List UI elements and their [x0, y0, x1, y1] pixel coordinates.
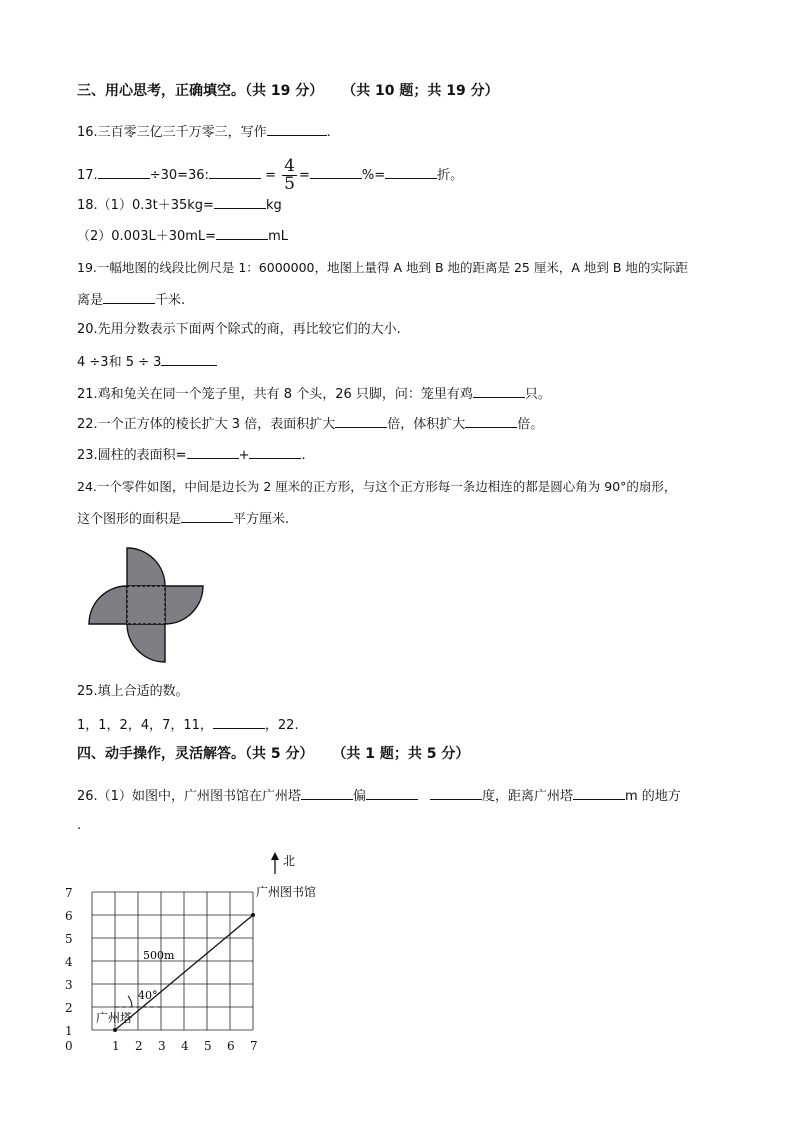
question-19-line2 [77, 290, 185, 310]
q19-text-a: 离是 [77, 293, 104, 308]
question-17 [77, 158, 463, 193]
q18-unit2: mL [268, 229, 288, 244]
q16-text: 16.三百零三亿三千万零三，写作 [77, 125, 267, 140]
y-tick-label: 6 [65, 909, 73, 923]
q17-blank-1[interactable] [98, 165, 150, 179]
x-tick-label: 0 [65, 1039, 73, 1053]
q23-end: . [301, 448, 306, 463]
q18-line1: 18.（1）0.3t＋35kg= [77, 198, 214, 213]
q21-blank[interactable] [473, 384, 525, 398]
q26-text-c: 度，距离广州塔 [481, 789, 573, 804]
q23-text-a: 23.圆柱的表面积= [77, 448, 187, 463]
question-24-line2 [77, 509, 289, 529]
question-16 [77, 122, 331, 142]
y-tick-label: 7 [65, 886, 73, 900]
section3-title: 三、用心思考，正确填空。（共 19 分） [77, 83, 324, 99]
question-20-line1: 20.先用分数表示下面两个除式的商，再比较它们的大小. [77, 322, 401, 337]
q22-text-b: 倍，体积扩大 [387, 417, 466, 432]
y-tick-label: 2 [65, 1001, 73, 1015]
q21-text-a: 21.鸡和兔关在同一个笼子里，共有 8 个头，26 只脚，问：笼里有鸡 [77, 387, 473, 402]
question-19-line1: 19.一幅地图的线段比例尺是 1：6000000，地图上量得 A 地到 B 地的距离是 25 厘米，A 地到 B 地的实际距 [77, 260, 688, 275]
x-tick-label: 4 [181, 1039, 189, 1053]
question-26 [77, 786, 681, 806]
section3-heading [77, 82, 499, 100]
q17-blank-3[interactable] [310, 165, 362, 179]
north-label: 北 [283, 854, 296, 868]
pinwheel-center-square [127, 586, 165, 624]
q16-end: . [326, 125, 331, 140]
q19-blank[interactable] [103, 290, 155, 304]
q21-text-b: 只。 [524, 387, 551, 402]
section3-meta: （共 10 题；共 19 分） [342, 83, 499, 99]
start-label: 广州塔 [96, 1011, 133, 1025]
north-arrowhead-icon [271, 852, 279, 860]
q26-text-a: 26.（1）如图中，广州图书馆在广州塔 [77, 789, 301, 804]
q22-text-c: 倍。 [517, 417, 544, 432]
q17-fraction [282, 158, 297, 193]
q17-equals: = [265, 168, 276, 183]
q16-answer-blank[interactable] [267, 122, 327, 136]
section4-title: 四、动手操作，灵活解答。（共 5 分） [77, 746, 314, 762]
pinwheel-sector-left [89, 586, 127, 624]
pinwheel-sector-bottom [127, 624, 165, 662]
q22-blank-1[interactable] [335, 414, 387, 428]
angle-label: 40° [138, 989, 158, 1002]
pinwheel-figure [82, 540, 212, 672]
question-21 [77, 384, 551, 404]
q20-expression: 4 ÷3和 5 ÷ 3 [77, 355, 162, 370]
y-tick-label: 4 [65, 955, 73, 969]
q22-text-a: 22.一个正方体的棱长扩大 3 倍，表面积扩大 [77, 417, 336, 432]
question-26-dot: . [77, 818, 82, 833]
x-tick-label: 5 [204, 1039, 212, 1053]
direction-grid-diagram [65, 848, 340, 1053]
q17-number: 17. [77, 168, 98, 183]
q17-blank-2[interactable] [209, 165, 261, 179]
q23-blank-2[interactable] [249, 445, 301, 459]
q25-sequence: 1，1，2，4，7，11， [77, 718, 213, 733]
question-18-part2 [77, 226, 288, 246]
x-tick-label: 7 [250, 1039, 258, 1053]
question-23 [77, 445, 306, 465]
q24-blank[interactable] [181, 509, 233, 523]
q23-blank-1[interactable] [187, 445, 239, 459]
q22-blank-2[interactable] [465, 414, 517, 428]
end-point [251, 913, 255, 917]
end-label: 广州图书馆 [256, 885, 317, 899]
q17-blank-4[interactable] [385, 165, 437, 179]
q24-text-a: 这个图形的面积是 [77, 512, 182, 527]
q20-blank[interactable] [161, 352, 217, 366]
x-tick-label: 2 [135, 1039, 143, 1053]
y-tick-label: 5 [65, 932, 73, 946]
q17-equals-2: = [298, 168, 310, 183]
question-18-part1 [77, 195, 282, 215]
angle-arc [128, 996, 132, 1007]
section4-meta: （共 1 题；共 5 分） [332, 746, 470, 762]
y-tick-label: 1 [65, 1024, 73, 1038]
start-point [113, 1028, 117, 1032]
y-tick-label: 3 [65, 978, 73, 992]
section4-heading [77, 745, 469, 763]
q17-text-b: ÷30=36: [149, 168, 209, 183]
x-tick-label: 1 [112, 1039, 120, 1053]
q18-blank-1[interactable] [214, 195, 266, 209]
q17-text-e: %= [361, 168, 386, 183]
question-25-line2 [77, 715, 299, 735]
q24-text-b: 平方厘米. [233, 512, 290, 527]
q25-blank[interactable] [213, 715, 265, 729]
q17-text-f: 折。 [437, 168, 464, 183]
q26-text-b: 偏 [352, 789, 366, 804]
question-24-line1: 24.一个零件如图，中间是边长为 2 厘米的正方形，与这个正方形每一条边相连的都是圆心角为 90°的扇形， [77, 479, 677, 494]
q18-blank-2[interactable] [216, 226, 268, 240]
q26-text-d: m 的地方 [624, 789, 681, 804]
q25-end: ，22. [264, 718, 299, 733]
question-20-line2 [77, 352, 217, 372]
q26-blank-4[interactable] [573, 786, 625, 800]
q26-blank-3[interactable] [430, 786, 482, 800]
x-tick-label: 3 [158, 1039, 166, 1053]
question-25-line1: 25.填上合适的数。 [77, 684, 189, 699]
distance-label: 500m [143, 949, 175, 962]
q18-line2: （2）0.003L＋30mL= [77, 229, 217, 244]
q19-text-b: 千米. [155, 293, 186, 308]
q26-blank-2[interactable] [366, 786, 418, 800]
q17-numerator: 4 [284, 156, 295, 176]
pinwheel-sector-right [165, 586, 203, 624]
x-tick-label: 6 [227, 1039, 235, 1053]
q23-plus: + [238, 448, 250, 463]
pinwheel-sector-top [127, 548, 165, 586]
question-22 [77, 414, 543, 434]
q18-unit1: kg [265, 198, 282, 213]
q17-denominator: 5 [284, 174, 295, 194]
q26-blank-1[interactable] [301, 786, 353, 800]
